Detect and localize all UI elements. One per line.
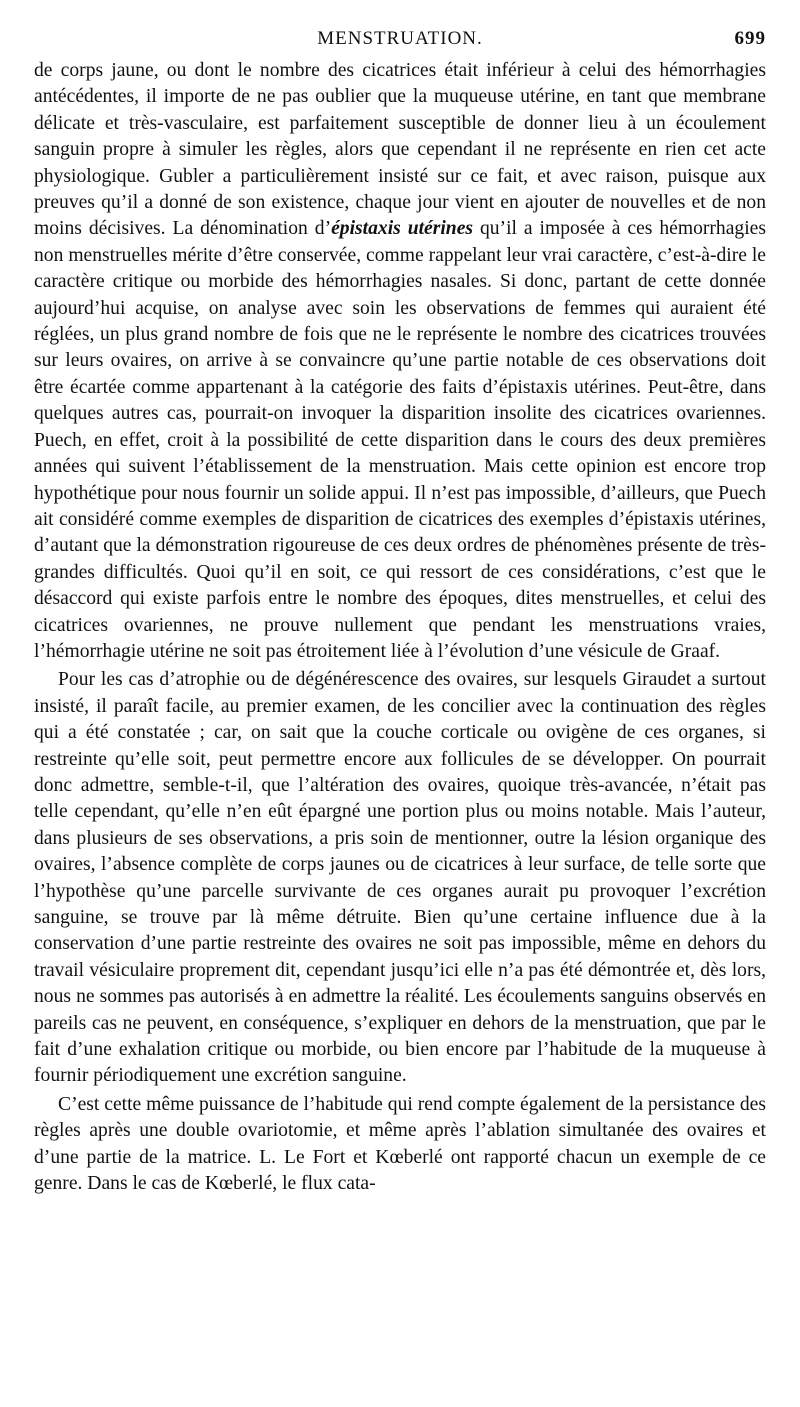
paragraph — [34, 1092, 766, 1198]
page-number: 699 — [734, 28, 766, 49]
emphasized-term: épistaxis utérines — [331, 218, 474, 240]
paragraph — [34, 58, 766, 665]
paragraph-text: de corps jaune, ou dont le nombre des cicatrices était inférieur à celui des hémorrhagies antécédentes, il importe de ne pas oublier que la muqueuse utérine, en tant que membrane délicate et très-vasculaire, est parfaitement susceptible de donner lieu à un écoulement sanguin propre à simuler les règles, alors que cependant il ne représente en rien cet acte physiologique. Gubler a particulièrement insisté sur ce fait, et avec raison, puisque aux preuves qu’il a donné de son existence, chaque jour vient en ajouter de nouvelles et de non moins décisives. La dénomination d’ — [34, 60, 766, 240]
paragraph — [34, 667, 766, 1090]
paragraph-text: qu’il a imposée à ces hémorrhagies non menstruelles mérite d’être conservée, comme rappelant leur vrai caractère, c’est-à-dire le caractère critique ou morbide des hémorrhagies nasales. Si donc, partant de cette donnée aujourd’hui acquise, on analyse avec soin les observations de femmes qui auraient été réglées, un plus grand nombre de fois que ne le représente le nombre des cicatrices trouvées sur leurs ovaires, on arrive à se convaincre qu’une partie notable de ces observations doit être écartée comme appartenant à la catégorie des faits d’épistaxis utérines. Peut-être, dans quelques autres cas, pourrait-on invoquer la disparition insolite des cicatrices ovariennes. Puech, en effet, croit à la possibilité de cette disparition dans le cours des deux premières années qui suivent l’établissement de la menstruation. Mais cette opinion est encore trop hypothétique pour nous fournir un solide appui. Il n’est pas impossible, d’ailleurs, que Puech ait considéré comme exemples de disparition de cicatrices des exemples d’épistaxis utérines, d’autant que la démonstration rigoureuse de ces deux ordres de phénomènes présente de très-grandes difficultés. Quoi qu’il en soit, ce qui ressort de ces considérations, c’est que le désaccord qui existe parfois entre le nombre des époques, dites menstruelles, et celui des cicatrices ovariennes, ne prouve nullement que pendant les menstruations vraies, l’hémorrhagie utérine ne soit pas étroitement liée à l’évolution d’une vésicule de Graaf. — [34, 218, 766, 662]
paragraph-text: C’est cette même puissance de l’habitude qui rend compte également de la persistance des règles après une double ovariotomie, et même après l’ablation simultanée des ovaires et d’une partie de la matrice. L. Le Fort et Kœberlé ont rapporté chacun un exemple de ce genre. Dans le cas de Kœberlé, le flux cata- — [34, 1093, 766, 1195]
page-header — [34, 28, 766, 58]
paragraph-text: Pour les cas d’atrophie ou de dégénérescence des ovaires, sur lesquels Giraudet a surtout insisté, il paraît facile, au premier examen, de les concilier avec la continuation des règles qui a été constatée ; car, on sait que la couche corticale ou ovigène de ces organes, si restreinte qu’elle soit, peut permettre encore aux follicules de se développer. On pourrait donc admettre, semble-t-il, que l’altération des ovaires, quoique très-avancée, n’était pas telle cependant, qu’elle n’en eût épargné une portion plus ou moins notable. Mais l’auteur, dans plusieurs de ses observations, a pris soin de mentionner, outre la lésion organique des ovaires, l’absence complète de corps jaunes ou de cicatrices à leur surface, de telle sorte que l’hypothèse qu’une parcelle survivante de ces organes aurait pu provoquer l’excrétion sanguine, se trouve par là même détruite. Bien qu’une certaine influence due à la conservation d’une partie restreinte des ovaires ne soit pas impossible, même en dehors du travail vésiculaire proprement dit, cependant jusqu’ici elle n’a pas été démontrée et, dès lors, nous ne sommes pas autorisés à en admettre la réalité. Les écoulements sanguins observés en pareils cas ne peuvent, en conséquence, s’expliquer en dehors de la menstruation, que par le fait d’une exhalation critique ou morbide, ou bien encore par l’habitude de la muqueuse à fournir périodiquement une excrétion sanguine. — [34, 669, 766, 1087]
body-text — [34, 58, 766, 1197]
running-title: MENSTRUATION. — [317, 28, 483, 49]
